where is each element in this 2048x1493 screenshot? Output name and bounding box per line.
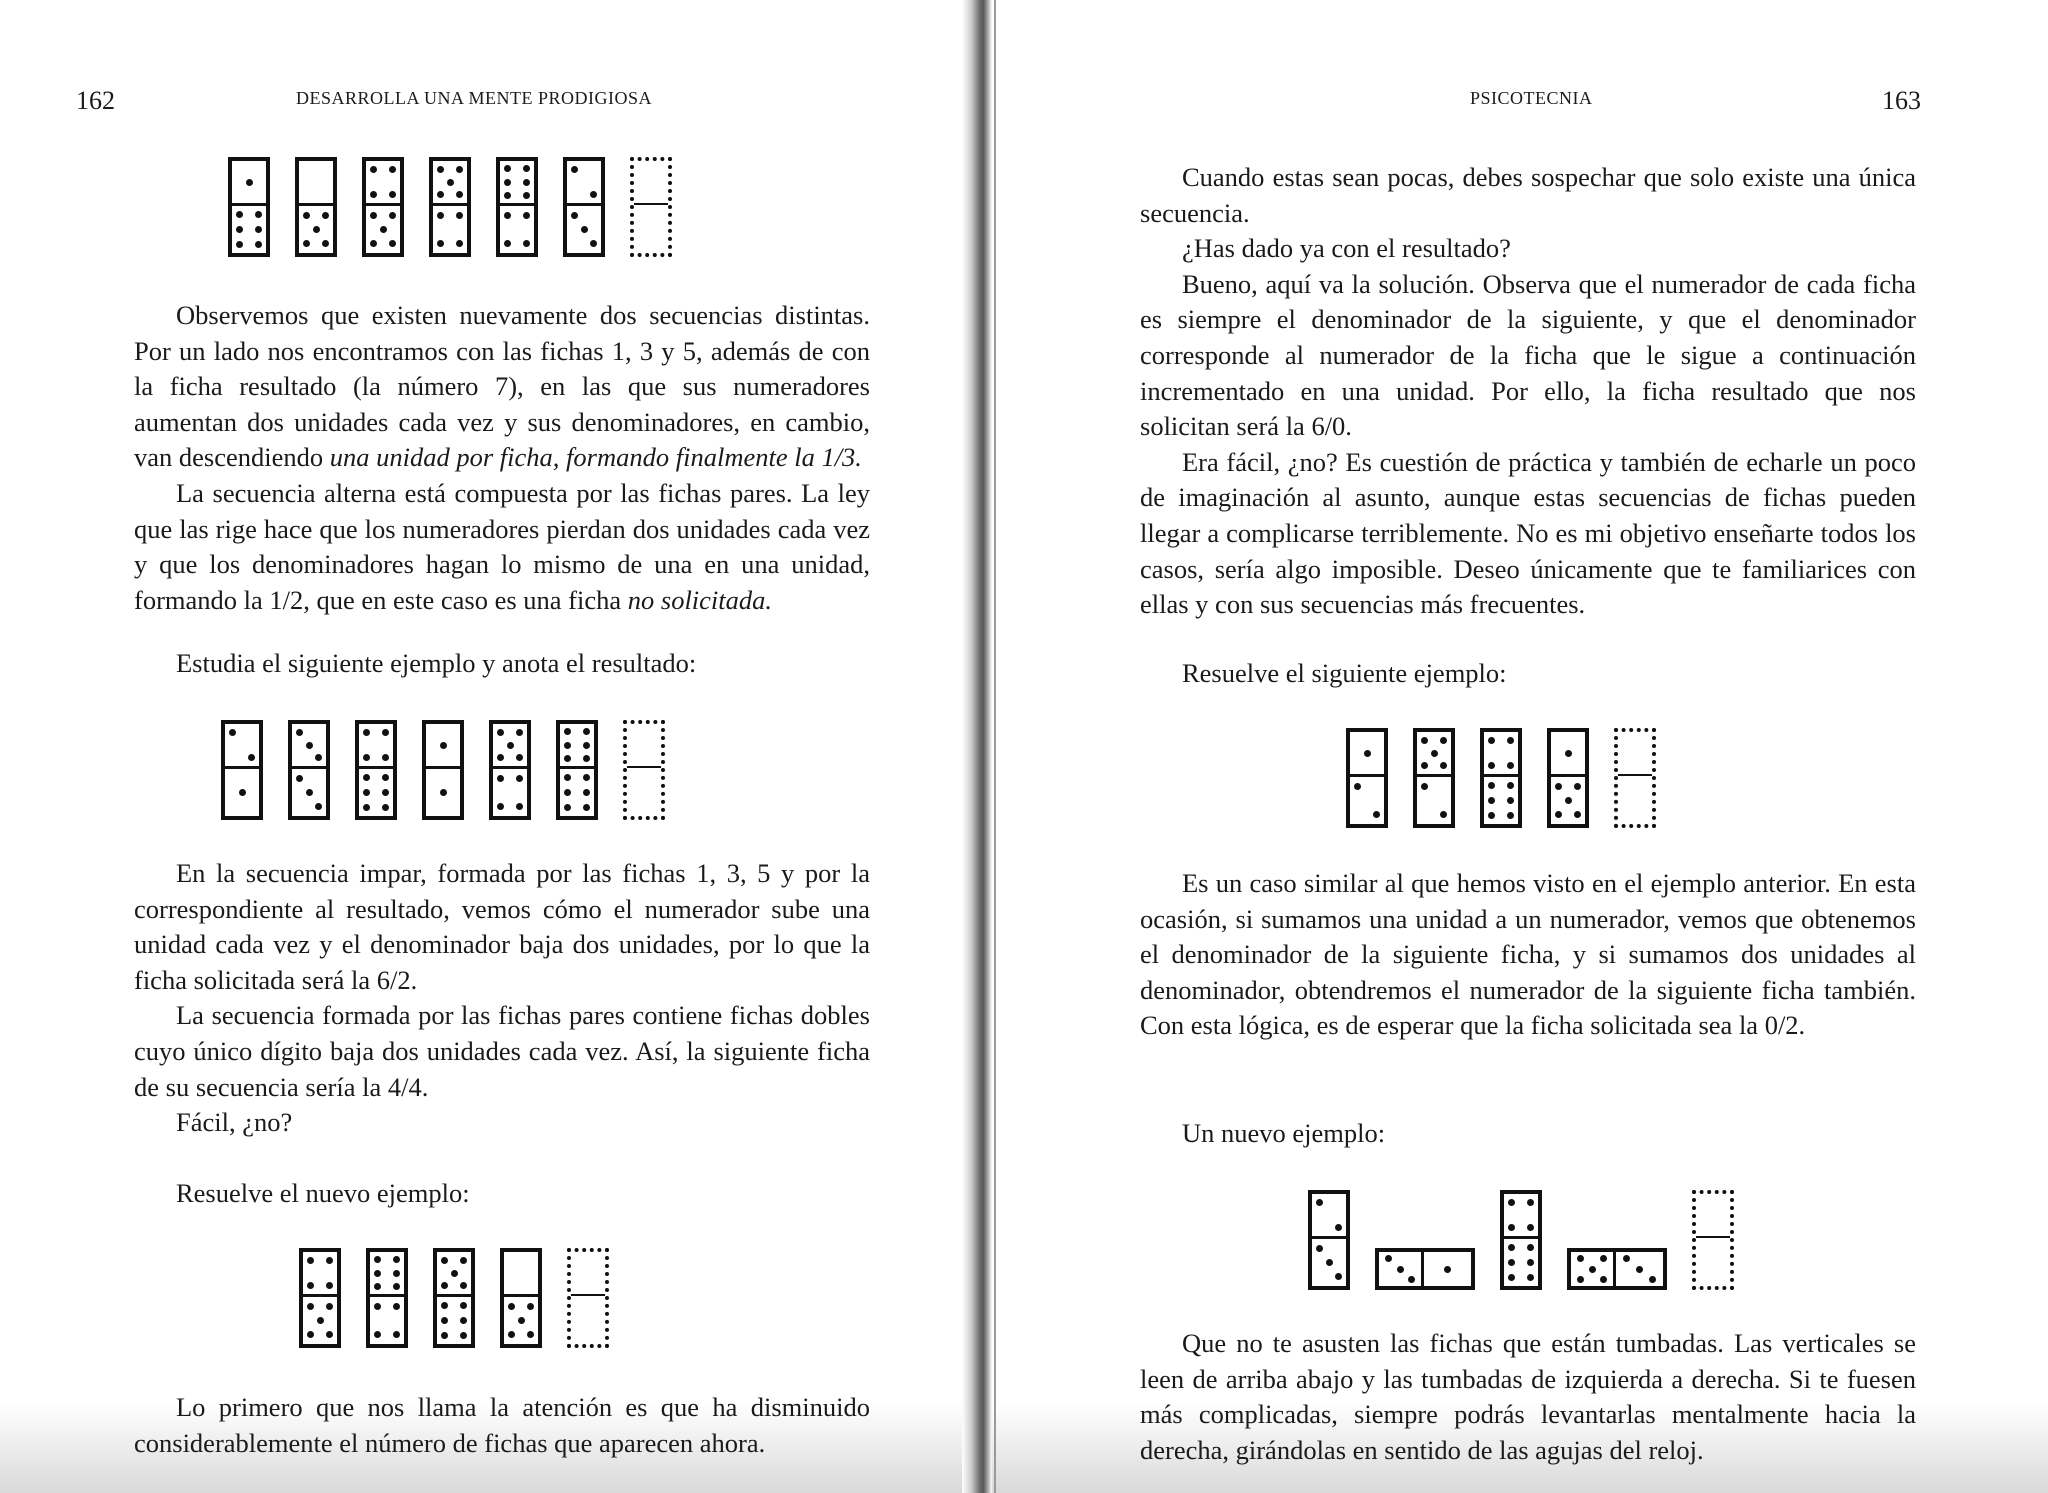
domino-pip	[564, 742, 571, 749]
domino-pip	[590, 240, 597, 247]
right-page-number: 163	[1882, 86, 1921, 115]
domino-pip	[1636, 1266, 1643, 1273]
domino-tile	[221, 720, 263, 820]
domino-pip	[393, 1303, 400, 1310]
domino-pip	[460, 1302, 467, 1309]
domino-pip	[382, 804, 389, 811]
domino-tile	[299, 1248, 341, 1348]
domino-pip	[583, 789, 590, 796]
domino-pip	[1316, 1245, 1323, 1252]
left-page	[0, 0, 960, 1493]
domino-pip	[497, 775, 504, 782]
domino-pip	[507, 742, 514, 749]
domino-tile	[422, 720, 464, 820]
domino-pip	[1507, 782, 1514, 789]
domino-pip	[1440, 737, 1447, 744]
domino-pip	[307, 1303, 314, 1310]
domino-pip	[374, 1331, 381, 1338]
domino-pip	[255, 241, 262, 248]
domino-pip	[504, 212, 511, 219]
paragraph-text: Bueno, aquí va la solución. Observa que el numerador de cada ficha es siempre el denominador de la siguiente, y que el denominador corresponde al numerador de la ficha que le sigue a continuación incrementado en una unidad. Por ello, la ficha resultado que nos solicitan será la 6/0.	[1140, 268, 1916, 442]
left-page-number: 162	[76, 86, 115, 115]
domino-pip	[1335, 1224, 1342, 1231]
domino-divider	[560, 766, 594, 769]
domino-tile	[433, 1248, 475, 1348]
domino-pip	[564, 728, 571, 735]
domino-divider	[1484, 774, 1518, 777]
domino-pip	[1507, 797, 1514, 804]
domino-pip	[1508, 1199, 1515, 1206]
domino-pip	[1488, 762, 1495, 769]
domino-pip	[370, 240, 377, 247]
domino-pip	[441, 1302, 448, 1309]
domino-pip	[307, 1331, 314, 1338]
domino-pip	[363, 789, 370, 796]
domino-divider	[299, 203, 333, 206]
domino-divider	[571, 1294, 605, 1296]
domino-pip	[389, 191, 396, 198]
paragraph-text: La secuencia alterna está compuesta por las fichas pares. La ley que las rige hace que los numeradores pierdan dos unidades cada vez y que los denominadores hagan lo mismo de una en una unidad, formando la 1/2, que en este caso es una ficha	[134, 477, 870, 615]
paragraph	[134, 298, 870, 476]
domino-pip	[1316, 1199, 1323, 1206]
left-prompt-2	[134, 1176, 870, 1212]
domino-pip	[322, 212, 329, 219]
domino-divider	[366, 203, 400, 206]
left-running-header: DESARROLLA UNA MENTE PRODIGIOSA	[296, 88, 653, 108]
domino-pip	[389, 212, 396, 219]
paragraph-text: Lo primero que nos llama la atención es que ha disminuido considerablemente el número de fichas que aparecen ahora.	[134, 1392, 870, 1458]
paragraph-text: La secuencia formada por las fichas pares contiene fichas dobles cuyo único dígito baja dos unidades cada vez. Así, la siguiente ficha de su secuencia sería la 4/4.	[134, 1000, 870, 1102]
domino-pip	[315, 754, 322, 761]
paragraph-text: En la secuencia impar, formada por las fichas 1, 3, 5 y por la correspondiente al resultado, vemos cómo el numerador sube una unidad cada vez y el denominador baja dos unidades, por lo que la ficha solicitada será la 6/2.	[134, 858, 870, 995]
domino-pip	[374, 1303, 381, 1310]
paragraph-italic: no solicitada.	[627, 584, 773, 615]
domino-pip	[523, 165, 530, 172]
domino-pip	[239, 789, 246, 796]
domino-pip	[1600, 1276, 1607, 1283]
domino-pip	[370, 166, 377, 173]
domino-divider	[1312, 1236, 1346, 1239]
domino-pip	[322, 240, 329, 247]
domino-pip	[460, 1317, 467, 1324]
paragraph-text: Resuelve el siguiente ejemplo:	[1182, 658, 1507, 688]
domino-pip	[303, 240, 310, 247]
domino-divider	[1421, 1252, 1424, 1286]
domino-pip	[313, 226, 320, 233]
right-text-block-2	[1140, 866, 1916, 1044]
domino-pip	[564, 789, 571, 796]
domino-tile	[1480, 728, 1522, 828]
domino-pip	[248, 754, 255, 761]
domino-tile	[429, 157, 471, 257]
domino-pip	[317, 1317, 324, 1324]
domino-pip	[363, 804, 370, 811]
domino-pip	[326, 1257, 333, 1264]
domino-pip	[1507, 737, 1514, 744]
left-text-block-1	[134, 298, 870, 618]
domino-pip	[315, 803, 322, 810]
domino-pip	[307, 1257, 314, 1264]
domino-pip	[393, 1256, 400, 1263]
domino-pip	[1421, 762, 1428, 769]
domino-pip	[306, 789, 313, 796]
domino-pip	[564, 774, 571, 781]
domino-pip	[497, 803, 504, 810]
domino-pip	[440, 789, 447, 796]
domino-pip	[296, 775, 303, 782]
domino-divider	[433, 203, 467, 206]
domino-tile-horizontal	[1567, 1248, 1667, 1290]
domino-tile	[366, 1248, 408, 1348]
domino-pip	[236, 211, 243, 218]
paragraph-text: Estudia el siguiente ejemplo y anota el resultado:	[176, 648, 697, 678]
domino-divider	[1551, 774, 1585, 777]
domino-tile	[500, 1248, 542, 1348]
domino-pip	[504, 240, 511, 247]
domino-pip	[1326, 1259, 1333, 1266]
domino-divider	[493, 766, 527, 769]
domino-row-3	[299, 1248, 634, 1348]
domino-missing	[1614, 728, 1656, 828]
domino-pip	[363, 774, 370, 781]
paragraph-text: Cuando estas sean pocas, debes sospechar que solo existe una única secuencia.	[1140, 162, 1916, 228]
domino-pip	[374, 1283, 381, 1290]
domino-pip	[326, 1282, 333, 1289]
paragraph	[134, 476, 870, 618]
domino-divider	[567, 203, 601, 206]
domino-pip	[255, 226, 262, 233]
domino-pip	[516, 803, 523, 810]
domino-tile	[295, 157, 337, 257]
domino-divider	[437, 1294, 471, 1297]
domino-pip	[1527, 1259, 1534, 1266]
domino-tile	[1547, 728, 1589, 828]
domino-pip	[1527, 1274, 1534, 1281]
domino-pip	[497, 729, 504, 736]
domino-pip	[1488, 797, 1495, 804]
domino-row-5	[1308, 1190, 1759, 1290]
domino-pip	[1649, 1276, 1656, 1283]
domino-divider	[1613, 1252, 1616, 1286]
domino-pip	[571, 166, 578, 173]
domino-pip	[441, 1257, 448, 1264]
domino-pip	[1440, 811, 1447, 818]
domino-pip	[1508, 1259, 1515, 1266]
domino-pip	[516, 754, 523, 761]
domino-pip	[460, 1257, 467, 1264]
domino-divider	[1504, 1236, 1538, 1239]
domino-pip	[447, 179, 454, 186]
domino-pip	[523, 192, 530, 199]
domino-pip	[393, 1270, 400, 1277]
domino-divider	[504, 1294, 538, 1297]
domino-pip	[303, 212, 310, 219]
domino-pip	[1565, 750, 1572, 757]
domino-pip	[1364, 750, 1371, 757]
domino-pip	[527, 1303, 534, 1310]
right-text-block-1	[1140, 160, 1916, 623]
paragraph-text: Que no te asusten las fichas que están tumbadas. Las verticales se leen de arriba abajo y las tumbadas de izquierda a derecha. Si te fuesen más complicadas, siempre podrás levantarlas mentalmente hacia la derecha, girándolas en sentido de las agujas del reloj.	[1140, 1328, 1916, 1465]
domino-pip	[380, 226, 387, 233]
domino-pip	[456, 212, 463, 219]
domino-pip	[1508, 1244, 1515, 1251]
domino-pip	[393, 1331, 400, 1338]
domino-divider	[292, 766, 326, 769]
domino-tile	[362, 157, 404, 257]
domino-pip	[255, 211, 262, 218]
domino-pip	[1444, 1266, 1451, 1273]
right-running-header: PSICOTECNIA	[1470, 88, 1593, 108]
domino-pip	[583, 742, 590, 749]
domino-missing	[1692, 1190, 1734, 1290]
domino-pip	[581, 226, 588, 233]
right-page	[996, 0, 2048, 1493]
domino-tile	[1413, 728, 1455, 828]
domino-pip	[370, 212, 377, 219]
paragraph-text: Era fácil, ¿no? Es cuestión de práctica y también de echarle un poco de imaginación al asunto, aunque estas secuencias de fichas pueden llegar a complicarse terriblemente. No es mi objetivo enseñarte todos los casos, sería algo imposible. Deseo únicamente que te familiarices con ellas y con sus secuencias más frecuentes.	[1140, 446, 1916, 620]
domino-pip	[374, 1256, 381, 1263]
domino-divider	[634, 203, 668, 205]
domino-divider	[426, 766, 460, 769]
domino-pip	[1508, 1274, 1515, 1281]
domino-pip	[583, 804, 590, 811]
domino-divider	[1618, 774, 1652, 776]
domino-pip	[363, 754, 370, 761]
domino-divider	[1696, 1236, 1730, 1238]
domino-divider	[370, 1294, 404, 1297]
paragraph-text: Observemos que existen nuevamente dos secuencias distintas. Por un lado nos encontramos con las fichas 1, 3 y 5, además de con la ficha resultado (la número 7), en las que sus numeradores aumentan dos unidades cada vez y sus denominadores, en cambio, van descendiendo	[134, 300, 870, 473]
domino-pip	[508, 1303, 515, 1310]
domino-pip	[1508, 1224, 1515, 1231]
domino-pip	[1397, 1266, 1404, 1273]
domino-pip	[437, 240, 444, 247]
domino-pip	[1373, 811, 1380, 818]
domino-pip	[1421, 737, 1428, 744]
domino-tile	[355, 720, 397, 820]
domino-pip	[504, 179, 511, 186]
domino-pip	[1574, 783, 1581, 790]
domino-pip	[508, 1331, 515, 1338]
paragraph-text: Fácil, ¿no?	[176, 1107, 293, 1138]
domino-pip	[456, 240, 463, 247]
domino-row-1	[228, 157, 697, 257]
domino-pip	[1335, 1273, 1342, 1280]
domino-tile	[496, 157, 538, 257]
domino-tile	[1346, 728, 1388, 828]
paragraph-text: ¿Has dado ya con el resultado?	[1182, 233, 1511, 264]
domino-pip	[437, 191, 444, 198]
domino-pip	[370, 191, 377, 198]
left-text-block-3	[134, 1390, 870, 1461]
domino-pip	[437, 212, 444, 219]
domino-pip	[1555, 783, 1562, 790]
domino-tile-horizontal	[1375, 1248, 1475, 1290]
domino-divider	[1417, 774, 1451, 777]
domino-pip	[1589, 1266, 1596, 1273]
domino-pip	[1354, 783, 1361, 790]
domino-pip	[1623, 1255, 1630, 1262]
domino-pip	[389, 240, 396, 247]
domino-missing	[630, 157, 672, 257]
domino-pip	[456, 191, 463, 198]
domino-pip	[504, 192, 511, 199]
domino-divider	[1350, 774, 1384, 777]
domino-pip	[1408, 1276, 1415, 1283]
domino-pip	[326, 1331, 333, 1338]
domino-pip	[583, 728, 590, 735]
paragraph-italic: una unidad por ficha, formando finalmente la 1/3.	[329, 442, 862, 473]
domino-pip	[1577, 1276, 1584, 1283]
domino-divider	[303, 1294, 337, 1297]
domino-tile	[228, 157, 270, 257]
domino-pip	[441, 1317, 448, 1324]
domino-missing	[567, 1248, 609, 1348]
domino-pip	[1488, 737, 1495, 744]
domino-pip	[518, 1317, 525, 1324]
domino-tile	[563, 157, 605, 257]
domino-pip	[583, 774, 590, 781]
domino-tile	[489, 720, 531, 820]
domino-pip	[229, 729, 236, 736]
domino-pip	[393, 1283, 400, 1290]
domino-pip	[1527, 1224, 1534, 1231]
left-text-block-2	[134, 856, 870, 1141]
domino-pip	[516, 775, 523, 782]
left-prompt-1	[134, 646, 870, 682]
domino-pip	[456, 166, 463, 173]
domino-pip	[1527, 1244, 1534, 1251]
domino-pip	[1527, 1199, 1534, 1206]
domino-pip	[590, 191, 597, 198]
domino-pip	[1421, 783, 1428, 790]
domino-pip	[1507, 812, 1514, 819]
domino-pip	[382, 754, 389, 761]
domino-pip	[440, 742, 447, 749]
domino-tile	[1500, 1190, 1542, 1290]
domino-pip	[326, 1303, 333, 1310]
domino-tile	[556, 720, 598, 820]
paragraph-text: Es un caso similar al que hemos visto en el ejemplo anterior. En esta ocasión, si sumamos una unidad a un numerador, vemos que obtenemos el denominador de la siguiente ficha, y si sumamos dos unidades al denominador, obtendremos el numerador de la siguiente ficha también. Con esta lógica, es de esperar que la ficha solicitada sea la 0/2.	[1140, 868, 1916, 1041]
domino-pip	[296, 729, 303, 736]
domino-pip	[460, 1332, 467, 1339]
domino-pip	[389, 166, 396, 173]
domino-pip	[516, 729, 523, 736]
domino-divider	[500, 203, 534, 206]
domino-pip	[1574, 811, 1581, 818]
domino-pip	[564, 804, 571, 811]
domino-pip	[1507, 762, 1514, 769]
domino-missing	[623, 720, 665, 820]
domino-pip	[1488, 782, 1495, 789]
domino-pip	[523, 179, 530, 186]
domino-pip	[306, 742, 313, 749]
domino-pip	[307, 1282, 314, 1289]
domino-pip	[382, 774, 389, 781]
domino-pip	[523, 240, 530, 247]
domino-pip	[583, 755, 590, 762]
domino-pip	[571, 212, 578, 219]
domino-pip	[236, 241, 243, 248]
domino-pip	[441, 1332, 448, 1339]
domino-pip	[497, 754, 504, 761]
domino-pip	[523, 212, 530, 219]
domino-pip	[460, 1282, 467, 1289]
domino-pip	[527, 1331, 534, 1338]
right-prompt-1	[1140, 656, 1916, 692]
domino-pip	[441, 1282, 448, 1289]
domino-divider	[232, 203, 266, 206]
right-text-block-3	[1140, 1326, 1916, 1468]
domino-pip	[564, 755, 571, 762]
domino-pip	[1565, 797, 1572, 804]
domino-pip	[1488, 812, 1495, 819]
domino-divider	[225, 766, 259, 769]
book-gutter	[962, 0, 992, 1493]
domino-pip	[1555, 811, 1562, 818]
domino-divider	[359, 766, 393, 769]
domino-pip	[1440, 762, 1447, 769]
domino-pip	[236, 226, 243, 233]
right-prompt-2	[1140, 1116, 1916, 1152]
domino-pip	[382, 729, 389, 736]
domino-pip	[451, 1270, 458, 1277]
paragraph-text: Un nuevo ejemplo:	[1182, 1118, 1386, 1148]
domino-pip	[363, 729, 370, 736]
domino-pip	[246, 179, 253, 186]
domino-pip	[1431, 750, 1438, 757]
domino-pip	[1385, 1255, 1392, 1262]
domino-row-4	[1346, 728, 1681, 828]
domino-pip	[374, 1270, 381, 1277]
domino-tile	[1308, 1190, 1350, 1290]
domino-pip	[382, 789, 389, 796]
domino-row-2	[221, 720, 690, 820]
domino-pip	[437, 166, 444, 173]
domino-divider	[627, 766, 661, 768]
domino-pip	[1577, 1255, 1584, 1262]
domino-pip	[1600, 1255, 1607, 1262]
domino-pip	[504, 165, 511, 172]
domino-tile	[288, 720, 330, 820]
paragraph-text: Resuelve el nuevo ejemplo:	[176, 1178, 470, 1208]
